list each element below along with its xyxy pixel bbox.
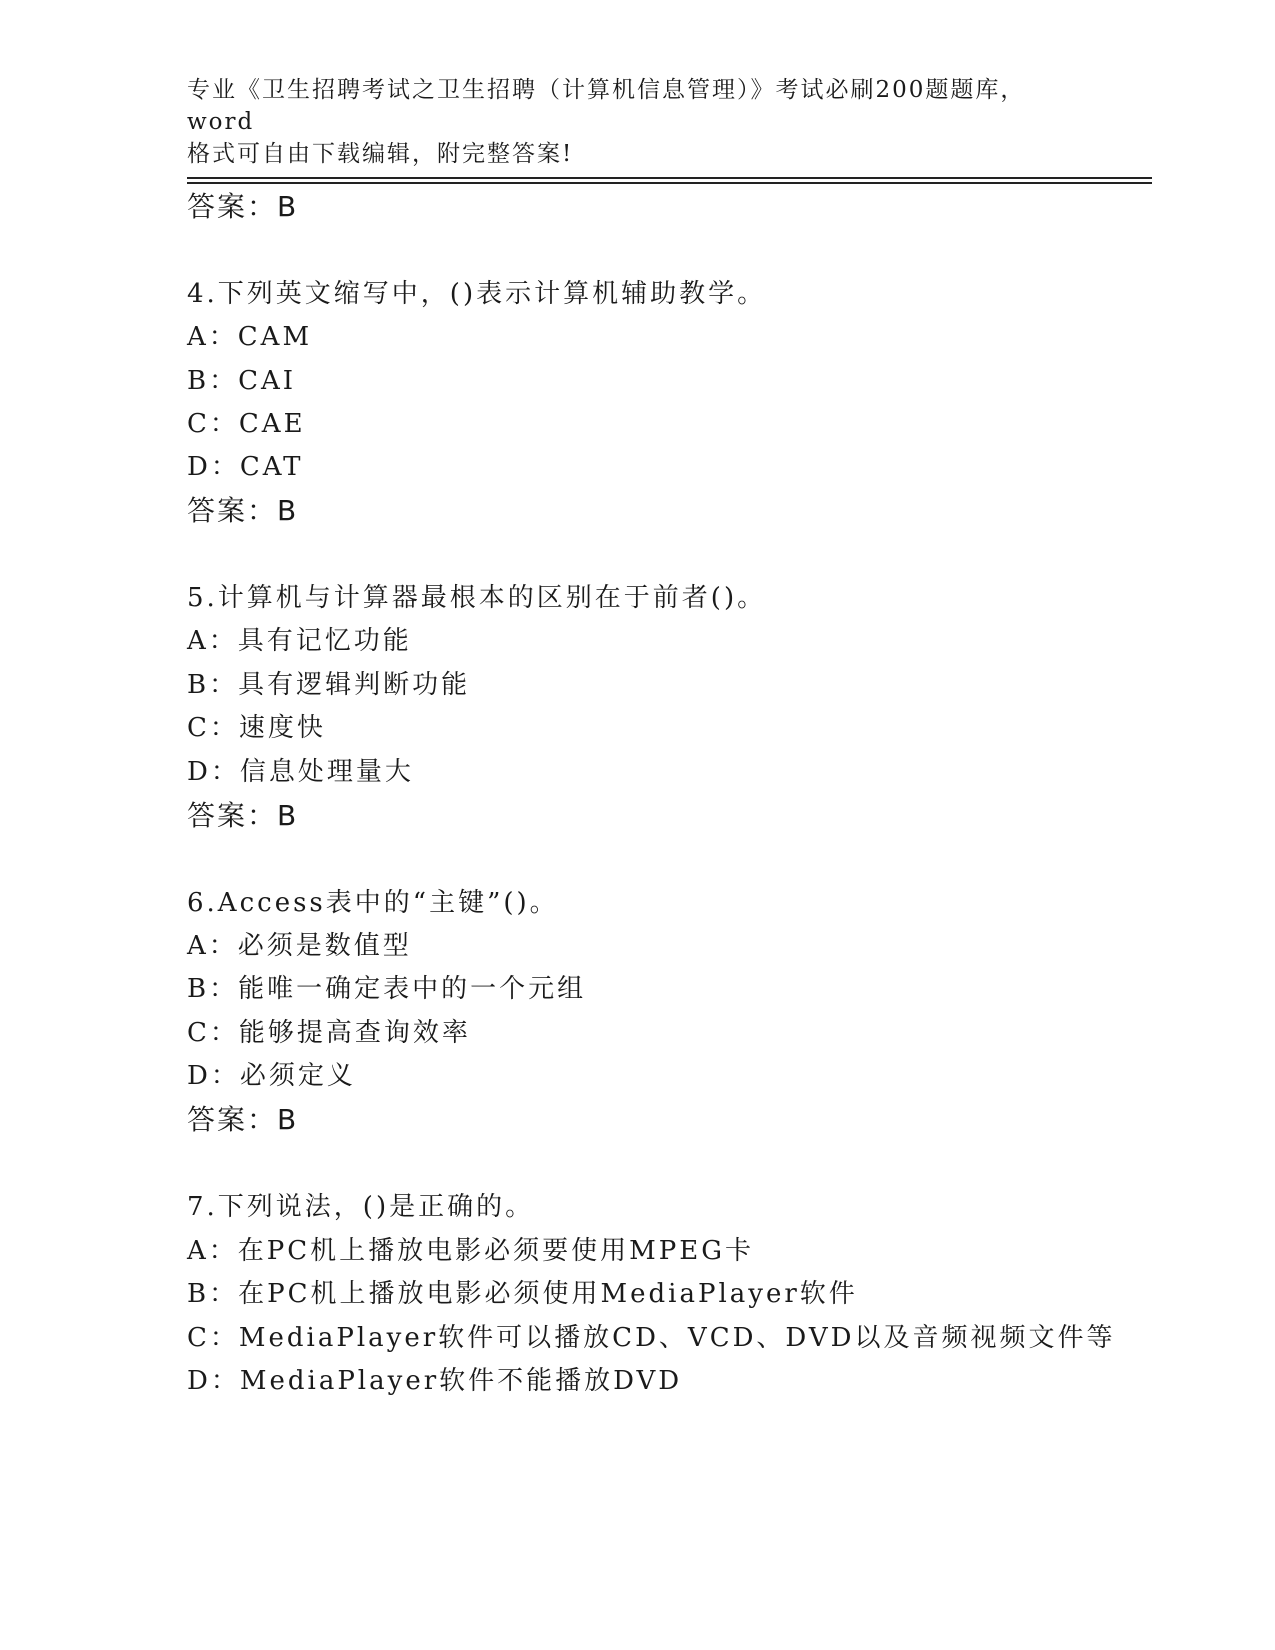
question-stem: 6.Access表中的“主键”()。 <box>187 888 559 918</box>
question-stem: 5.计算机与计算器最根本的区别在于前者()。 <box>187 583 767 613</box>
option-d: D：必须定义 <box>187 1061 356 1091</box>
document-header <box>187 74 1087 170</box>
option-d: D：MediaPlayer软件不能播放DVD <box>187 1366 683 1396</box>
question-stem: 4.下列英文缩写中，()表示计算机辅助教学。 <box>187 279 767 309</box>
header-line-2: 格式可自由下载编辑，附完整答案! <box>187 141 574 167</box>
option-a: A：在PC机上播放电影必须要使用MPEG卡 <box>187 1236 755 1266</box>
option-c: C：MediaPlayer软件可以播放CD、VCD、DVD以及音频视频文件等 <box>187 1323 1116 1353</box>
answer-line: 答案：B <box>187 799 299 832</box>
option-b: B：具有逻辑判断功能 <box>187 670 471 700</box>
option-a: A：具有记忆功能 <box>187 626 412 656</box>
option-b: B：CAI <box>187 366 297 396</box>
option-b: B：能唯一确定表中的一个元组 <box>187 974 587 1004</box>
option-d: D：信息处理量大 <box>187 757 414 787</box>
question-stem: 7.下列说法，()是正确的。 <box>187 1192 535 1222</box>
option-c: C：CAE <box>187 409 306 439</box>
answer-line: 答案：B <box>187 1103 299 1136</box>
header-line-1: 专业《卫生招聘考试之卫生招聘（计算机信息管理）》考试必刷200题题库，word <box>187 77 1026 135</box>
option-b: B：在PC机上播放电影必须使用MediaPlayer软件 <box>187 1279 858 1309</box>
option-d: D：CAT <box>187 452 304 482</box>
option-c: C：速度快 <box>187 713 326 743</box>
answer-line: 答案：B <box>187 190 299 223</box>
option-c: C：能够提高查询效率 <box>187 1018 471 1048</box>
header-divider-bottom <box>187 182 1152 184</box>
header-divider-top <box>187 177 1152 179</box>
option-a: A：必须是数值型 <box>187 931 412 961</box>
answer-line: 答案：B <box>187 494 299 527</box>
option-a: A：CAM <box>187 322 313 352</box>
